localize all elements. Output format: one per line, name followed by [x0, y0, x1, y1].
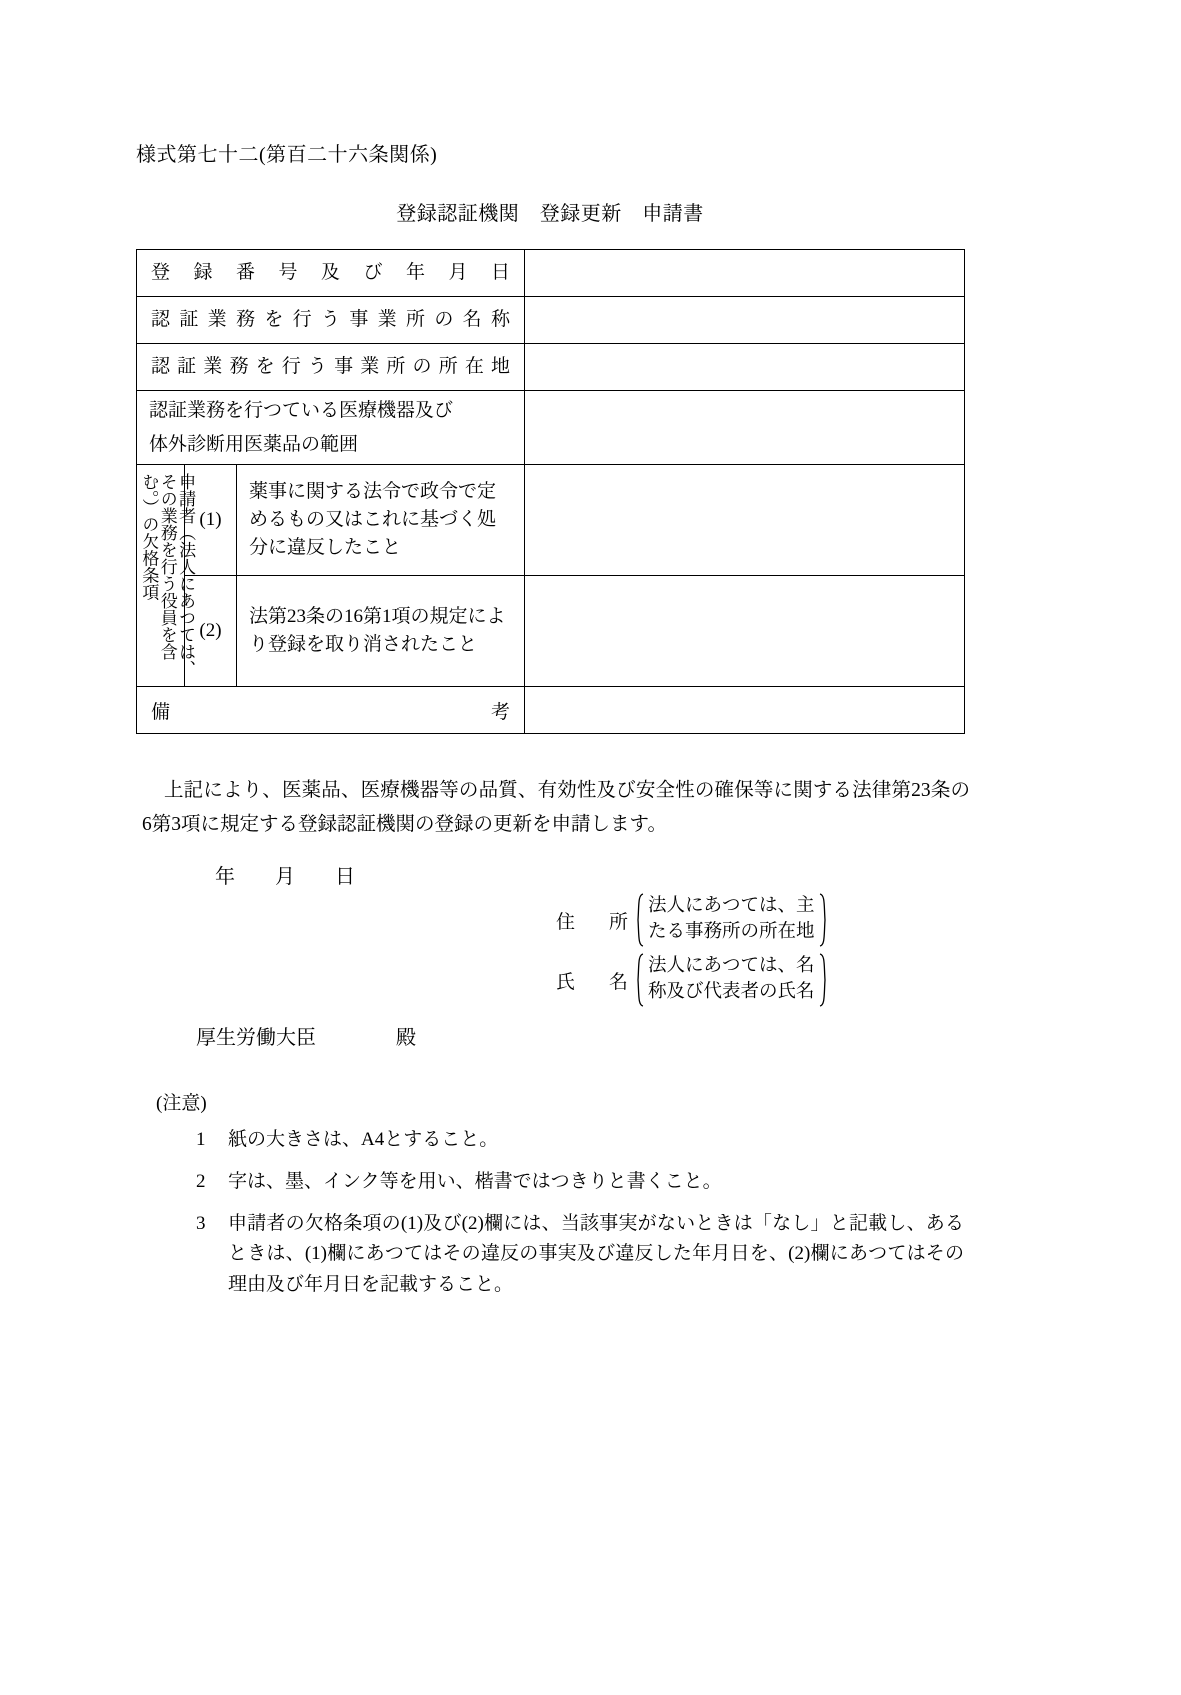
- row-label-remarks: [137, 687, 525, 734]
- form-number: 様式第七十二(第百二十六条関係): [136, 144, 438, 166]
- item-label-text: 法第23条の16第1項の規定により登録を取り消されたこと: [249, 606, 506, 656]
- item-number-1: (1): [185, 465, 237, 576]
- note-number: 3: [196, 1212, 206, 1234]
- row-value-scope[interactable]: [525, 391, 965, 465]
- note-number: 1: [196, 1129, 206, 1150]
- row-value-office-address[interactable]: [525, 344, 965, 391]
- table-row: [137, 687, 965, 734]
- note-number: 2: [196, 1170, 206, 1192]
- row-label-disqualification-vertical: [137, 465, 196, 687]
- row-label-office-address: [137, 344, 525, 391]
- note-text: 申請者の欠格条項の(1)及び(2)欄には、当該事実がないときは「なし」と記載し、あるときは、(1)欄にあつてはその違反の事実及び違反した年月日を、(2)欄にあつてはその理由及び年月日を記載すること。: [228, 1212, 964, 1296]
- item-label-text: 薬事に関する法令で政令で定めるもの又はこれに基づく処分に違反したこと: [249, 481, 497, 558]
- list-item: [196, 1125, 964, 1156]
- addressee: 厚生労働大臣 殿: [196, 1027, 416, 1049]
- table-row: [137, 297, 965, 344]
- application-form-table: [136, 249, 965, 734]
- label-text-line2: 体外診断用医薬品の範囲: [149, 433, 359, 455]
- address-row: [556, 893, 831, 947]
- table-row: [137, 465, 965, 576]
- item-value-2[interactable]: [525, 576, 965, 687]
- list-item: [196, 1167, 964, 1198]
- address-note-line2: たる事務所の所在地: [648, 922, 815, 943]
- list-item: [196, 1209, 964, 1301]
- application-statement: 上記により、医薬品、医療機器等の品質、有効性及び安全性の確保等に関する法律第23条の6第3項に規定する登録認証機関の登録の更新を申請します。: [142, 780, 970, 836]
- label-text-line1: 認証業務を行つている医療機器及び: [149, 400, 454, 421]
- label-text: 登録番号及び年月日: [151, 261, 511, 283]
- brace-right-icon: [817, 893, 831, 947]
- row-value-registration-number[interactable]: [525, 250, 965, 297]
- table-row: [137, 344, 965, 391]
- notes-heading: (注意): [156, 1093, 207, 1114]
- signature-block: [556, 893, 831, 1013]
- name-note-line2: 称及び代表者の氏名: [648, 982, 815, 1003]
- item-text-1: [237, 465, 525, 576]
- vertical-label-text: 申請者（法人にあつては、その業務を行う役員を含む。）の欠格条項: [139, 472, 196, 677]
- item-number-2: (2): [185, 576, 237, 687]
- table-row: [137, 391, 965, 465]
- address-note-brace-group: [632, 893, 831, 947]
- brace-right-icon: [817, 953, 831, 1007]
- name-note: [646, 953, 817, 1007]
- label-text: 認証業務を行う事業所の名称: [151, 308, 511, 330]
- item-value-1[interactable]: [525, 465, 965, 576]
- name-row: [556, 953, 831, 1007]
- row-value-office-name[interactable]: [525, 297, 965, 344]
- row-label-registration-number: [137, 250, 525, 297]
- address-note-line1: 法人にあつては、主: [648, 896, 815, 916]
- page-title: 登録認証機関 登録更新 申請書: [396, 203, 704, 225]
- note-text: 紙の大きさは、A4とすること。: [228, 1129, 499, 1150]
- row-label-scope: [137, 391, 525, 465]
- brace-left-icon: [632, 953, 646, 1007]
- name-label: 氏名: [556, 971, 628, 993]
- table-row: [137, 576, 965, 687]
- brace-left-icon: [632, 893, 646, 947]
- note-text: 字は、墨、インク等を用い、楷書ではつきりと書くこと。: [228, 1170, 722, 1192]
- label-text: 備考: [151, 701, 511, 723]
- date-line[interactable]: 年 月 日: [215, 866, 355, 888]
- address-note: [646, 893, 817, 947]
- name-note-brace-group: [632, 953, 831, 1007]
- table-row: [137, 250, 965, 297]
- row-value-remarks[interactable]: [525, 687, 965, 734]
- item-text-2: [237, 576, 525, 687]
- notes-list: [196, 1125, 964, 1312]
- address-label: 住所: [556, 911, 628, 933]
- row-label-office-name: [137, 297, 525, 344]
- name-note-line1: 法人にあつては、名: [648, 956, 815, 976]
- label-text: 認証業務を行う事業所の所在地: [151, 355, 511, 377]
